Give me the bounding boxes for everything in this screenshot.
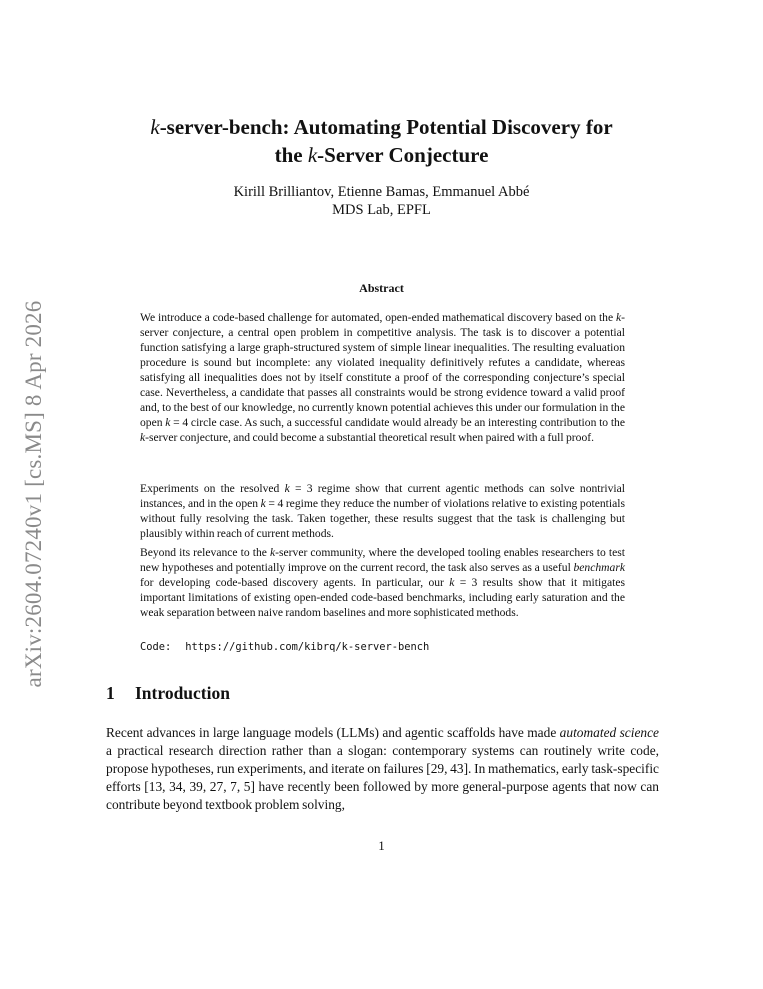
section-heading — [106, 682, 230, 704]
title-k-symbol-2: k — [307, 143, 318, 167]
abstract-heading: Abstract — [359, 281, 404, 295]
title-line2-start: the — [274, 143, 308, 167]
title-line2-end: -Server Conjecture — [317, 143, 489, 167]
abstract-paragraph: Beyond its relevance to the k-server community, where the developed tooling enables researchers to test new hypotheses and potentially improve on the current record, the task also serves as a useful benchmark for developing code-based discovery agents. In particular, our k = 3 results show that it mitigates important limitations of existing open-ended code-based benchmarks, including early saturation and the weak separation between naive random baselines and more sophisticated methods. — [140, 546, 625, 619]
author-list: Kirill Brilliantov, Etienne Bamas, Emmanuel Abbé — [233, 184, 530, 200]
paper-title — [90, 113, 673, 169]
section-title: Introduction — [135, 683, 230, 703]
abstract-paragraph: Experiments on the resolved k = 3 regime show that current agentic methods can solve nontrivial instances, and in the open k = 4 regime they reduce the number of violations relative to existing potentials without fully resolving the task. Taken together, these results suggest that the task is challenging but plausibly within reach of current methods. — [140, 482, 625, 540]
title-line1: -server-bench: Automating Potential Discovery for — [159, 115, 613, 139]
section-number: 1 — [106, 683, 115, 703]
arxiv-stamp: arXiv:2604.07240v1 [cs.MS] 8 Apr 2026 — [21, 300, 46, 688]
code-link-line — [140, 640, 429, 654]
code-label: Code: — [140, 641, 172, 653]
intro-paragraph: Recent advances in large language models (LLMs) and agentic scaffolds have made automated science a practical research direction rather than a slogan: contemporary systems can routinely write code, propose hypotheses, run experiments, and iterate on failures [29, 43]. In mathematics, early task-specific efforts [13, 34, 39, 27, 7, 5] have recently been followed by more general-purpose agents that now can contribute beyond textbook problem solving, — [106, 725, 659, 812]
title-k-symbol: k — [150, 115, 160, 139]
page-number: 1 — [378, 838, 385, 853]
affiliation: MDS Lab, EPFL — [332, 202, 431, 218]
code-repo-link[interactable]: https://github.com/kibrq/k-server-bench — [185, 641, 430, 653]
abstract-paragraph: We introduce a code-based challenge for automated, open-ended mathematical discovery based on the k-server conjecture, a central open problem in competitive analysis. The task is to discover a potential function satisfying a large graph-structured system of simple linear inequalities. The resulting evaluation procedure is sound but incomplete: any violated inequality definitively refutes a candidate, whereas satisfying all inequalities does not by itself constitute a proof of the corresponding conjecture’s special case. Nevertheless, a candidate that passes all constraints would be strong evidence toward a valid proof and, to the best of our knowledge, no currently known potential achieves this under our formulation in the open k = 4 circle case. As such, a successful candidate would already be an interesting contribution to the k-server conjecture, and could become a substantial theoretical result when paired with a full proof. — [140, 311, 625, 444]
